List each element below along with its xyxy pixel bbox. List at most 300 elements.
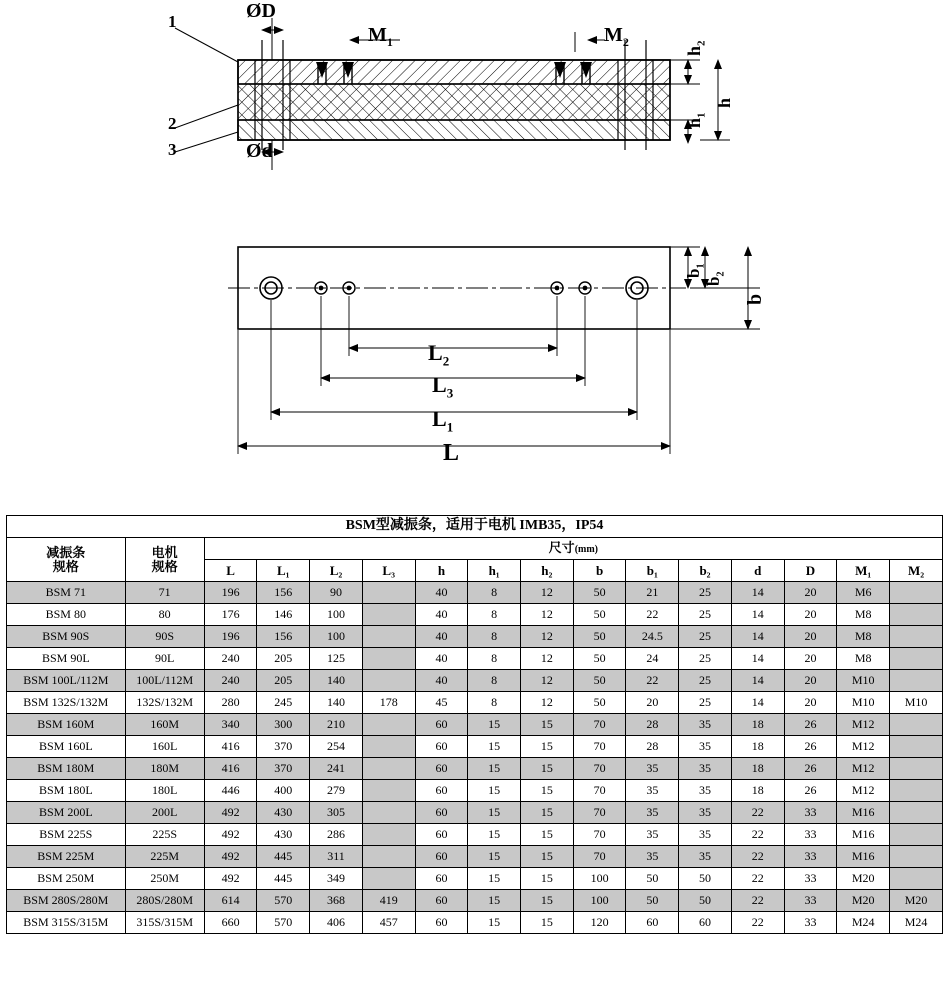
cell-d: 22: [731, 890, 784, 912]
cell-h2: 12: [521, 626, 574, 648]
cell-h: 40: [415, 648, 468, 670]
cell-M2: [890, 868, 943, 890]
cell-L: 176: [204, 604, 257, 626]
cell-h2: 15: [521, 824, 574, 846]
spec-table-container: [6, 515, 943, 934]
cell-h2: 15: [521, 846, 574, 868]
cell-b: 50: [573, 670, 626, 692]
cell-motor-spec: 280S/280M: [125, 890, 204, 912]
cell-d: 22: [731, 802, 784, 824]
cell-motor-spec: 71: [125, 582, 204, 604]
cell-b1: 50: [626, 868, 679, 890]
length-L2-label: [428, 340, 449, 369]
cell-M2: [890, 714, 943, 736]
cell-L1: 445: [257, 846, 310, 868]
cell-b: 70: [573, 714, 626, 736]
cell-b2: 35: [679, 846, 732, 868]
cell-L1: 430: [257, 824, 310, 846]
cell-h1: 8: [468, 670, 521, 692]
diameter-d-label: Ød: [246, 140, 273, 162]
cell-motor-spec: 180L: [125, 780, 204, 802]
cell-L: 492: [204, 802, 257, 824]
header-col-L3: L₃: [362, 560, 415, 582]
cell-h2: 12: [521, 582, 574, 604]
header-damper-spec-line2: 规格: [52, 558, 79, 574]
cell-h: 60: [415, 802, 468, 824]
cell-L3: [362, 626, 415, 648]
cell-damper-spec: BSM 71: [7, 582, 126, 604]
table-row: [7, 868, 943, 890]
length-L1-letter: L: [432, 406, 447, 431]
cell-L3: [362, 736, 415, 758]
header-col-L: L: [204, 560, 257, 582]
height-h2-sub: 2: [695, 40, 708, 46]
cell-L1: 400: [257, 780, 310, 802]
cell-damper-spec: BSM 180M: [7, 758, 126, 780]
cell-h2: 12: [521, 604, 574, 626]
length-L3-letter: L: [432, 372, 447, 397]
cell-damper-spec: BSM 90S: [7, 626, 126, 648]
cell-D: 33: [784, 868, 837, 890]
cell-L: 280: [204, 692, 257, 714]
header-col-L1: L₁: [257, 560, 310, 582]
cell-M2: [890, 846, 943, 868]
cell-damper-spec: BSM 315S/315M: [7, 912, 126, 934]
cell-h1: 15: [468, 714, 521, 736]
cell-b2: 50: [679, 868, 732, 890]
height-h2-letter: h: [684, 45, 704, 56]
spec-table: [6, 515, 943, 934]
cell-b1: 35: [626, 824, 679, 846]
cell-L1: 205: [257, 670, 310, 692]
cell-M1: M6: [837, 582, 890, 604]
cell-M1: M8: [837, 604, 890, 626]
cell-M2: [890, 736, 943, 758]
cell-b2: 50: [679, 890, 732, 912]
cell-M1: M12: [837, 758, 890, 780]
cell-L2: 210: [310, 714, 363, 736]
header-col-b1: b₁: [626, 560, 679, 582]
height-h1-label: [684, 112, 708, 128]
cell-b1: 28: [626, 714, 679, 736]
cell-d: 14: [731, 604, 784, 626]
cell-L2: 140: [310, 692, 363, 714]
thread-M2-label: [604, 24, 629, 50]
cell-damper-spec: BSM 225M: [7, 846, 126, 868]
cell-d: 14: [731, 582, 784, 604]
cell-b1: 50: [626, 890, 679, 912]
cell-motor-spec: 132S/132M: [125, 692, 204, 714]
cell-D: 33: [784, 912, 837, 934]
cell-b2: 25: [679, 604, 732, 626]
cell-L2: 279: [310, 780, 363, 802]
cell-d: 18: [731, 758, 784, 780]
table-row: [7, 846, 943, 868]
table-row: [7, 692, 943, 714]
cell-D: 33: [784, 802, 837, 824]
cell-b2: 35: [679, 714, 732, 736]
cell-h: 60: [415, 912, 468, 934]
cell-L2: 100: [310, 626, 363, 648]
table-row: [7, 890, 943, 912]
cell-b: 50: [573, 582, 626, 604]
cell-h: 40: [415, 604, 468, 626]
cell-M2: M24: [890, 912, 943, 934]
cell-b1: 35: [626, 846, 679, 868]
cell-h2: 15: [521, 802, 574, 824]
table-header-group-row: [7, 538, 943, 560]
table-body: [7, 582, 943, 934]
cell-h1: 15: [468, 780, 521, 802]
cell-h: 60: [415, 736, 468, 758]
cell-M1: M10: [837, 670, 890, 692]
cell-M1: M8: [837, 626, 890, 648]
cell-L3: [362, 582, 415, 604]
height-h1-letter: h: [684, 117, 704, 128]
cell-L2: 125: [310, 648, 363, 670]
cell-h1: 15: [468, 890, 521, 912]
cell-D: 20: [784, 648, 837, 670]
cell-h1: 8: [468, 626, 521, 648]
header-dimensions-text: 尺寸: [548, 540, 575, 556]
cell-L3: [362, 780, 415, 802]
length-L3-sub: 3: [446, 385, 454, 401]
cell-damper-spec: BSM 132S/132M: [7, 692, 126, 714]
cell-L2: 406: [310, 912, 363, 934]
table-title-row: [7, 516, 943, 538]
cell-h2: 12: [521, 692, 574, 714]
cell-h2: 15: [521, 714, 574, 736]
header-col-h: h: [415, 560, 468, 582]
header-dimensions: [204, 538, 942, 560]
cell-b: 50: [573, 626, 626, 648]
cell-b1: 35: [626, 780, 679, 802]
cell-b1: 35: [626, 758, 679, 780]
cell-L: 660: [204, 912, 257, 934]
cell-h: 60: [415, 868, 468, 890]
cell-L3: [362, 824, 415, 846]
cell-b: 70: [573, 846, 626, 868]
cell-h1: 15: [468, 824, 521, 846]
cell-b: 70: [573, 758, 626, 780]
cell-L3: 419: [362, 890, 415, 912]
cell-motor-spec: 225S: [125, 824, 204, 846]
cell-D: 20: [784, 604, 837, 626]
cell-h2: 15: [521, 758, 574, 780]
table-row: [7, 670, 943, 692]
header-damper-spec-line1: 减振条: [46, 544, 86, 560]
cell-L2: 311: [310, 846, 363, 868]
cell-D: 33: [784, 890, 837, 912]
diameter-D-label: ØD: [246, 0, 276, 22]
header-col-M2: M₂: [890, 560, 943, 582]
cell-L3: [362, 648, 415, 670]
cell-L2: 368: [310, 890, 363, 912]
cell-damper-spec: BSM 90L: [7, 648, 126, 670]
cell-damper-spec: BSM 200L: [7, 802, 126, 824]
height-h2-label: [684, 40, 708, 56]
table-row: [7, 582, 943, 604]
cell-motor-spec: 200L: [125, 802, 204, 824]
header-col-b: b: [573, 560, 626, 582]
cell-b: 100: [573, 868, 626, 890]
cell-L1: 300: [257, 714, 310, 736]
header-col-D: D: [784, 560, 837, 582]
length-L2-sub: 2: [442, 353, 450, 369]
cell-b1: 28: [626, 736, 679, 758]
cell-b: 70: [573, 780, 626, 802]
cell-M1: M16: [837, 824, 890, 846]
cell-M2: [890, 780, 943, 802]
cell-d: 18: [731, 714, 784, 736]
cell-d: 14: [731, 670, 784, 692]
cell-b2: 25: [679, 626, 732, 648]
cell-b: 70: [573, 736, 626, 758]
cell-h: 45: [415, 692, 468, 714]
cell-damper-spec: BSM 100L/112M: [7, 670, 126, 692]
table-row: [7, 648, 943, 670]
width-b1-letter: b: [684, 268, 703, 278]
cell-h: 60: [415, 780, 468, 802]
cell-D: 20: [784, 670, 837, 692]
height-h-label: h: [714, 97, 734, 108]
cell-L2: 305: [310, 802, 363, 824]
cell-L: 446: [204, 780, 257, 802]
cell-L: 492: [204, 824, 257, 846]
cell-L: 340: [204, 714, 257, 736]
cell-L: 416: [204, 758, 257, 780]
cell-M1: M20: [837, 868, 890, 890]
cell-L3: 178: [362, 692, 415, 714]
cell-d: 18: [731, 780, 784, 802]
cell-h: 60: [415, 714, 468, 736]
cell-h: 60: [415, 824, 468, 846]
cell-motor-spec: 160L: [125, 736, 204, 758]
cell-h1: 8: [468, 692, 521, 714]
cell-M1: M12: [837, 714, 890, 736]
cell-M2: [890, 604, 943, 626]
cell-d: 22: [731, 912, 784, 934]
header-dimensions-unit: (mm): [574, 544, 599, 556]
cell-h2: 15: [521, 868, 574, 890]
cell-b2: 35: [679, 758, 732, 780]
cell-h1: 8: [468, 648, 521, 670]
cell-M2: [890, 758, 943, 780]
cell-M1: M8: [837, 648, 890, 670]
cell-b: 50: [573, 648, 626, 670]
cell-M1: M12: [837, 736, 890, 758]
cell-L2: 286: [310, 824, 363, 846]
cell-d: 22: [731, 868, 784, 890]
cell-b1: 22: [626, 604, 679, 626]
cell-L: 196: [204, 626, 257, 648]
cell-M2: [890, 802, 943, 824]
cell-b: 120: [573, 912, 626, 934]
header-col-d: d: [731, 560, 784, 582]
cell-M1: M10: [837, 692, 890, 714]
width-b1-sub: 1: [695, 263, 707, 269]
cell-h1: 8: [468, 604, 521, 626]
cell-d: 22: [731, 824, 784, 846]
cell-b2: 35: [679, 736, 732, 758]
cell-d: 14: [731, 692, 784, 714]
width-b2-sub: 2: [715, 271, 727, 277]
cell-L3: [362, 846, 415, 868]
thread-M2-letter: M: [604, 24, 623, 46]
cell-L3: [362, 714, 415, 736]
cell-M2: [890, 670, 943, 692]
cell-D: 26: [784, 714, 837, 736]
cell-M1: M12: [837, 780, 890, 802]
cell-L2: 100: [310, 604, 363, 626]
width-b2-label: [704, 272, 726, 286]
cell-L3: [362, 670, 415, 692]
cell-L2: 140: [310, 670, 363, 692]
cell-d: 22: [731, 846, 784, 868]
cell-h: 40: [415, 626, 468, 648]
cell-b2: 35: [679, 824, 732, 846]
cell-b1: 24: [626, 648, 679, 670]
cell-b: 70: [573, 802, 626, 824]
cell-L1: 570: [257, 912, 310, 934]
table-row: [7, 802, 943, 824]
cell-b1: 60: [626, 912, 679, 934]
header-motor-spec-line1: 电机: [151, 544, 178, 560]
cell-M1: M20: [837, 890, 890, 912]
cell-b: 50: [573, 604, 626, 626]
cell-motor-spec: 315S/315M: [125, 912, 204, 934]
cell-motor-spec: 100L/112M: [125, 670, 204, 692]
cell-b2: 60: [679, 912, 732, 934]
cell-D: 20: [784, 626, 837, 648]
cell-L1: 156: [257, 582, 310, 604]
cell-b2: 25: [679, 648, 732, 670]
table-row: [7, 758, 943, 780]
cell-h1: 15: [468, 912, 521, 934]
cell-h2: 12: [521, 648, 574, 670]
cell-damper-spec: BSM 250M: [7, 868, 126, 890]
cell-h2: 15: [521, 736, 574, 758]
cell-L2: 241: [310, 758, 363, 780]
header-motor-spec: [125, 538, 204, 582]
cell-motor-spec: 225M: [125, 846, 204, 868]
cell-D: 20: [784, 582, 837, 604]
cell-M2: [890, 582, 943, 604]
cell-L1: 570: [257, 890, 310, 912]
length-L-label: L: [443, 440, 460, 466]
cell-L2: 349: [310, 868, 363, 890]
cell-L1: 205: [257, 648, 310, 670]
cell-damper-spec: BSM 280S/280M: [7, 890, 126, 912]
cell-b2: 35: [679, 802, 732, 824]
cell-h1: 15: [468, 868, 521, 890]
table-title: BSM型减振条，适用于电机 IMB35，IP54: [7, 516, 943, 538]
cell-L1: 370: [257, 736, 310, 758]
table-row: [7, 626, 943, 648]
cell-motor-spec: 180M: [125, 758, 204, 780]
callout-1-label: 1: [168, 12, 177, 31]
cell-motor-spec: 90L: [125, 648, 204, 670]
cell-h2: 15: [521, 890, 574, 912]
cell-L1: 146: [257, 604, 310, 626]
cell-D: 26: [784, 780, 837, 802]
cell-damper-spec: BSM 80: [7, 604, 126, 626]
header-col-h1: h₁: [468, 560, 521, 582]
table-row: [7, 912, 943, 934]
cell-h: 60: [415, 890, 468, 912]
cell-D: 26: [784, 736, 837, 758]
cell-h2: 15: [521, 912, 574, 934]
cell-M2: [890, 648, 943, 670]
cell-L: 492: [204, 846, 257, 868]
width-b-label: b: [744, 293, 766, 305]
cell-L3: [362, 604, 415, 626]
cell-L: 240: [204, 670, 257, 692]
cell-h: 40: [415, 670, 468, 692]
cell-h1: 15: [468, 846, 521, 868]
table-row: [7, 824, 943, 846]
callout-2-label: 2: [168, 114, 177, 133]
cell-M2: M10: [890, 692, 943, 714]
cell-h1: 15: [468, 758, 521, 780]
length-L1-label: [432, 406, 453, 435]
cell-b1: 20: [626, 692, 679, 714]
cell-motor-spec: 90S: [125, 626, 204, 648]
cell-L: 240: [204, 648, 257, 670]
cell-d: 18: [731, 736, 784, 758]
cell-L2: 254: [310, 736, 363, 758]
cell-L1: 445: [257, 868, 310, 890]
cell-b2: 35: [679, 780, 732, 802]
cell-L1: 156: [257, 626, 310, 648]
cell-damper-spec: BSM 160M: [7, 714, 126, 736]
cell-L: 614: [204, 890, 257, 912]
cell-L: 492: [204, 868, 257, 890]
cell-M1: M16: [837, 802, 890, 824]
thread-M1-sub: 1: [386, 35, 393, 49]
cell-L3: [362, 758, 415, 780]
cell-M2: [890, 824, 943, 846]
cell-h: 60: [415, 758, 468, 780]
cell-M2: M20: [890, 890, 943, 912]
cell-D: 33: [784, 824, 837, 846]
table-row: [7, 780, 943, 802]
table-row: [7, 714, 943, 736]
cell-h1: 15: [468, 736, 521, 758]
header-col-h2: h₂: [521, 560, 574, 582]
cell-b: 70: [573, 824, 626, 846]
cell-b: 100: [573, 890, 626, 912]
cell-h2: 15: [521, 780, 574, 802]
cell-h1: 8: [468, 582, 521, 604]
table-row: [7, 736, 943, 758]
cell-M2: [890, 626, 943, 648]
thread-M1-letter: M: [368, 24, 387, 46]
header-col-M1: M₁: [837, 560, 890, 582]
cell-damper-spec: BSM 180L: [7, 780, 126, 802]
header-damper-spec: [7, 538, 126, 582]
header-motor-spec-line2: 规格: [151, 558, 178, 574]
cell-motor-spec: 80: [125, 604, 204, 626]
header-col-L2: L₂: [310, 560, 363, 582]
cell-L: 416: [204, 736, 257, 758]
length-L2-letter: L: [428, 340, 443, 365]
thread-M2-sub: 2: [622, 35, 629, 49]
cell-motor-spec: 160M: [125, 714, 204, 736]
length-L1-sub: 1: [446, 419, 454, 435]
cell-L3: [362, 802, 415, 824]
length-L3-label: [432, 372, 453, 401]
